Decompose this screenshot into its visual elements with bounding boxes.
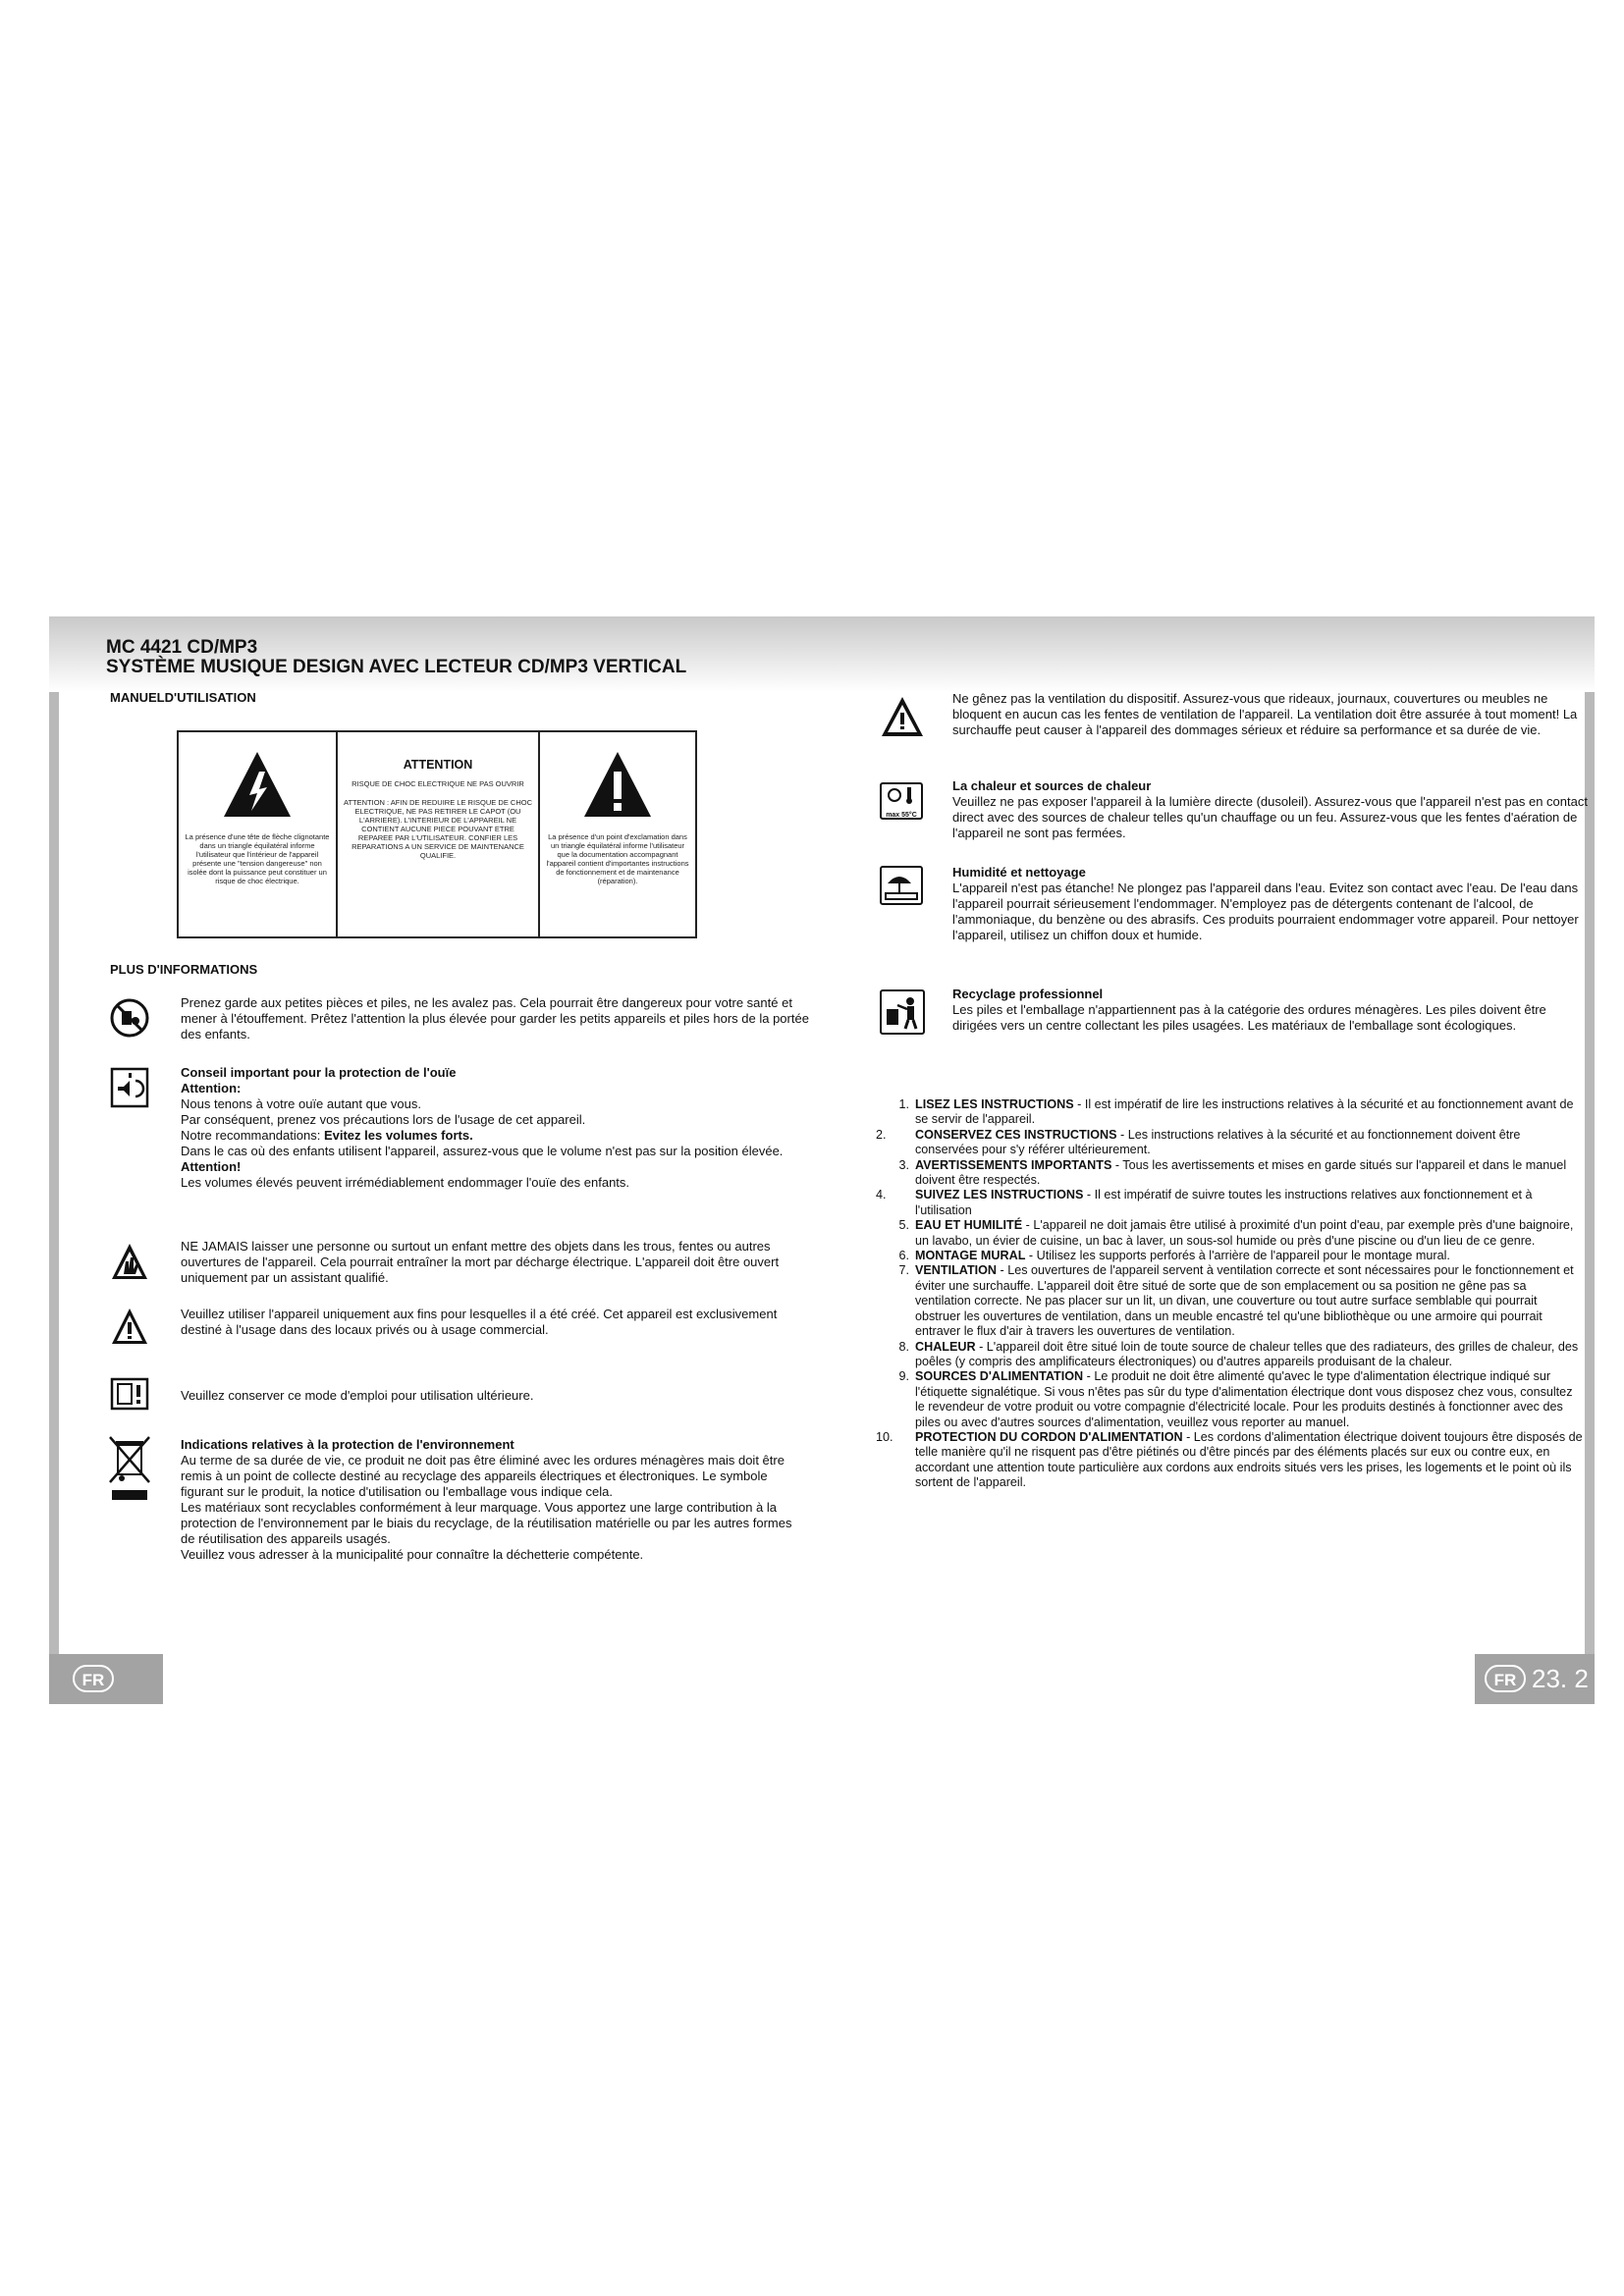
attention-title: ATTENTION xyxy=(403,758,473,772)
instruction-item xyxy=(880,1097,1583,1128)
recycling-title: Recyclage professionnel xyxy=(952,987,1104,1001)
instruction-number: 10. xyxy=(876,1429,893,1444)
instruction-title: CONSERVEZ CES INSTRUCTIONS xyxy=(915,1127,1117,1142)
hearing-line-5: Les volumes élevés peuvent irrémédiablement endommager l'ouïe des enfants. xyxy=(181,1175,630,1190)
instruction-title: MONTAGE MURAL xyxy=(915,1249,1026,1263)
manual-spread xyxy=(49,616,1595,1704)
sun-thermometer-icon xyxy=(882,784,921,806)
environment-para-2: Les matériaux sont recyclables conformément à leur marquage. Vous apportez une large contribution à la protection de l'environnement par le biais du recyclage, de la réutilisation matérielle ou par les autres formes de réutilisation des appareils usagés. xyxy=(181,1500,792,1546)
children-warning-text: Prenez garde aux petites pièces et piles, ne les avalez pas. Cela pourrait être dangereux pour votre santé et mener à l'étouffement. Prêtez l'attention la plus élevée pour garder les petits appareils et piles hors de la portée des enfants. xyxy=(181,995,809,1041)
hearing-line-3 xyxy=(181,1128,809,1144)
instruction-number: 5. xyxy=(898,1218,909,1233)
language-badge-right: FR xyxy=(1485,1665,1526,1692)
model-title: MC 4421 CD/MP3 xyxy=(106,637,258,658)
hearing-title: Conseil important pour la protection de l'ouïe xyxy=(181,1065,457,1080)
instruction-text: - L'appareil doit être situé loin de toute source de chaleur telles que des radiateurs, des grilles de chaleur, des poêles (y compris des amplificateurs électroniques) ou d'autres appareils produisant de la chaleur. xyxy=(915,1339,1579,1368)
instruction-item xyxy=(876,1127,1583,1158)
hearing-recommendation: Evitez les volumes forts. xyxy=(323,1128,473,1143)
instruction-title: AVERTISSEMENTS IMPORTANTS xyxy=(915,1157,1112,1172)
instruction-number: 3. xyxy=(898,1157,909,1172)
heat-block xyxy=(952,778,1591,841)
exclamation-warning-text: La présence d'un point d'exclamation dans un triangle équilatéral informe l'utilisateur que la documentation accompagnant l'appareil contient d'importantes instructions de fonctionnement et de maintenance (réparation). xyxy=(546,832,689,885)
heat-source-icon xyxy=(880,782,923,820)
instruction-number: 1. xyxy=(898,1097,909,1111)
instruction-item xyxy=(880,1249,1583,1263)
hearing-line-4: Dans le cas où des enfants utilisent l'appareil, assurez-vous que le volume n'est pas sur la position élevée. xyxy=(181,1144,784,1158)
instruction-text: - Tous les avertissements et mises en garde situés sur l'appareil et dans le manuel doivent être respectés. xyxy=(915,1157,1567,1188)
electric-shock-hand-icon xyxy=(110,1242,149,1283)
product-subtitle: SYSTÈME MUSIQUE DESIGN AVEC LECTEUR CD/MP3 VERTICAL xyxy=(106,657,687,677)
language-badge-left: FR xyxy=(73,1665,114,1692)
lightning-warning-cell xyxy=(179,732,336,936)
instruction-number: 8. xyxy=(898,1339,909,1354)
hearing-recommendation-label: Notre recommandations: xyxy=(181,1128,324,1143)
ventilation-warning-icon xyxy=(880,695,925,738)
exclamation-warning-cell xyxy=(540,732,695,936)
ventilation-text: Ne gênez pas la ventilation du dispositif. Assurez-vous que rideaux, journaux, couvertures ou meubles ne bloquent en aucun cas les fentes de ventilation de l'appareil. La ventilation doit être assurée à tout moment! La surchauffe peut causer à l'appareil des dommages sérieux et réduire sa performance et sa durée de vie. xyxy=(952,691,1578,737)
humidity-block xyxy=(952,865,1591,943)
header-band xyxy=(49,616,1595,692)
instruction-title: LISEZ LES INSTRUCTIONS xyxy=(915,1097,1074,1111)
environment-block xyxy=(181,1437,809,1563)
hearing-line-1: Nous tenons à votre ouïe autant que vous. xyxy=(181,1096,422,1111)
instruction-item xyxy=(880,1369,1583,1430)
instruction-title: SUIVEZ LES INSTRUCTIONS xyxy=(915,1188,1084,1202)
more-info-heading: PLUS D'INFORMATIONS xyxy=(110,962,258,977)
instruction-text: - Les ouvertures de l'appareil servent à ventilation correcte et sont nécessaires pour le fonctionnement et éviter une surchauffe. L'appareil doit être situé de sorte que de son emplacement ou sa position ne gêne pas sa ventilation correcte. Ne pas placer sur un lit, un divan, une couverture ou tout autre surface semblable qui pourrait obstruer les ouvertures de ventilation, dans un meuble encastré tel qu'une bibliothèque ou une armoire qui pourrait entraver le flux d'air à travers les ouvertures de ventilation. xyxy=(915,1263,1574,1339)
hearing-attention-label: Attention: xyxy=(181,1081,242,1095)
instruction-title: PROTECTION DU CORDON D'ALIMENTATION xyxy=(915,1429,1183,1444)
attention-text: ATTENTION : AFIN DE REDUIRE LE RISQUE DE CHOC ELECTRIQUE, NE PAS RETIRER LE CAPOT (OU L'ARRIERE). L'INTERIEUR DE L'APPAREIL NE CONTIENT AUCUNE PIECE POUVANT ETRE REPAREE PAR L'UTILISATEUR. CONFIER LES REPARATIONS A UN SERVICE DE MAINTENANCE QUALIFIE. xyxy=(344,798,532,860)
environment-para-1: Au terme de sa durée de vie, ce produit ne doit pas être éliminé avec les ordures ménagères mais doit être remis à un point de collecte destiné au recyclage des appareils électriques et électroniques. Le symbole figurant sur le produit, la notice d'utilisation ou l'emballage vous indique cela. xyxy=(181,1453,785,1499)
instruction-title: SOURCES D'ALIMENTATION xyxy=(915,1369,1084,1384)
environment-title: Indications relatives à la protection de l'environnement xyxy=(181,1437,514,1452)
person-bin-icon xyxy=(882,991,923,1033)
no-small-parts-icon xyxy=(110,997,149,1039)
safety-instructions-list xyxy=(876,1097,1583,1491)
footer-tab-right xyxy=(1475,1654,1595,1704)
shock-risk-text: RISQUE DE CHOC ELECTRIQUE NE PAS OUVRIR xyxy=(352,779,524,788)
instruction-title: CHALEUR xyxy=(915,1339,976,1354)
instruction-text: - Le produit ne doit être alimenté qu'avec le type d'alimentation électrique indiqué sur l'étiquette signalétique. Si vous n'êtes pas sûr du type d'alimentation électrique dont vous disposez chez vous, consultez le revendeur de votre produit ou votre compagnie d'électricité locale. Pour les produits destinés à fonctionner avec des piles ou avec d'autres sources d'alimentation, veuillez vous reporter au manuel. xyxy=(915,1369,1573,1429)
footer-tab-left xyxy=(49,1654,163,1704)
umbrella-device-icon xyxy=(882,868,921,903)
heat-icon-label: max 55°C xyxy=(886,812,917,819)
recycling-icon xyxy=(880,989,925,1035)
instruction-title: VENTILATION xyxy=(915,1263,998,1278)
instruction-text: - Utilisez les supports perforés à l'arrière de l'appareil pour le montage mural. xyxy=(1025,1249,1450,1263)
hearing-block xyxy=(181,1065,809,1191)
instruction-title: EAU ET HUMILITÉ xyxy=(915,1218,1023,1233)
environment-para-3: Veuillez vous adresser à la municipalité pour connaître la déchetterie compétente. xyxy=(181,1547,644,1562)
instruction-number: 7. xyxy=(898,1263,909,1278)
instruction-text: - Les instructions relatives à la sécurité et au fonctionnement doivent être conservées pour s'y référer ultérieurement. xyxy=(915,1127,1521,1157)
hearing-protection-icon xyxy=(110,1067,149,1108)
humidity-text: L'appareil n'est pas étanche! Ne plongez pas l'appareil dans l'eau. Evitez son contact avec l'eau. De l'eau dans l'appareil pourrait sérieusement l'endommager. N'employez pas de détergents contenant de l'alcool, de l'ammoniaque, du benzène ou des abrasifs. Ces produits pourraient endommager votre appareil. Pour nettoyer l'appareil, utilisez un chiffon doux et humide. xyxy=(952,881,1579,942)
manual-book-icon xyxy=(110,1377,149,1411)
lightning-warning-text: La présence d'une tête de flèche clignotante dans un triangle équilatéral informe l'utilisateur que l'intérieur de l'appareil présente une "tension dangereuse" non isolée dont la puissance peut constituer un risque de choc électrique. xyxy=(185,832,330,885)
hearing-line-2: Par conséquent, prenez vos précautions lors de l'usage de cet appareil. xyxy=(181,1112,586,1127)
hearing-attention-label-2: Attention! xyxy=(181,1159,242,1174)
recycling-text: Les piles et l'emballage n'appartiennent pas à la catégorie des ordures ménagères. Les piles doivent être dirigées vers un centre collectant les piles usagées. Les matériaux de l'emballage sont écologiques. xyxy=(952,1002,1546,1033)
caution-triangle-icon xyxy=(110,1307,149,1348)
instruction-number: 2. xyxy=(876,1127,887,1142)
instruction-number: 6. xyxy=(898,1249,909,1263)
instruction-text: - Les cordons d'alimentation électrique doivent toujours être disposés de telle manière qu'il ne risquent pas d'être piétinés ou d'être pincés par des éléments placés sur eux ou contre eux, en accordant une attention toute particulière aux cordons aux endroits situés vers les prises, les logements et le point où ils sortent de l'appareil. xyxy=(915,1429,1583,1490)
left-margin-bar xyxy=(49,692,59,1674)
instruction-number: 4. xyxy=(876,1188,887,1202)
attention-cell xyxy=(336,732,540,936)
instruction-item xyxy=(880,1263,1583,1339)
instruction-item xyxy=(880,1218,1583,1249)
humidity-title: Humidité et nettoyage xyxy=(952,865,1086,880)
manual-heading: MANUELD'UTILISATION xyxy=(110,690,256,705)
exclamation-triangle-icon xyxy=(582,750,653,819)
lightning-triangle-icon xyxy=(222,750,293,819)
usage-warning-text: Veuillez utiliser l'appareil uniquement aux fins pour lesquelles il a été créé. Cet appareil est exclusivement destiné à l'usage dans des locaux privés ou à usage commercial. xyxy=(181,1307,778,1337)
heat-title: La chaleur et sources de chaleur xyxy=(952,778,1152,793)
instruction-item xyxy=(880,1158,1583,1189)
safety-warning-box xyxy=(177,730,697,938)
instruction-text: - Il est impératif de suivre toutes les instructions relatives aux fonctionnement et à l'utilisation xyxy=(915,1188,1533,1217)
shock-warning-text: NE JAMAIS laisser une personne ou surtout un enfant mettre des objets dans les trous, fentes ou autres ouvertures de l'appareil. Cela pourrait entraîner la mort par décharge électrique. L'appareil doit être ouvert uniquement par un assistant qualifié. xyxy=(181,1239,780,1285)
recycling-block xyxy=(952,987,1591,1034)
instruction-text: - Il est impératif de lire les instructions relatives à la sécurité et au fonctionnement avant de se servir de l'appareil. xyxy=(915,1097,1574,1127)
instruction-item xyxy=(876,1429,1583,1491)
instruction-text: - L'appareil ne doit jamais être utilisé à proximité d'un point d'eau, par exemple près d'une baignoire, un lavabo, un évier de cuisine, un bac à laver, un sous-sol humide ou près d'une piscine ou d'un lieu de ce genre. xyxy=(915,1218,1574,1248)
page-number: 23. 2 xyxy=(1532,1664,1589,1693)
keep-manual-text: Veuillez conserver ce mode d'emploi pour utilisation ultérieure. xyxy=(181,1388,534,1403)
instruction-item xyxy=(880,1340,1583,1370)
instruction-item xyxy=(876,1188,1583,1218)
instruction-number: 9. xyxy=(898,1369,909,1384)
weee-crossed-bin-icon xyxy=(106,1435,153,1502)
humidity-icon xyxy=(880,866,923,905)
heat-text: Veuillez ne pas exposer l'appareil à la lumière directe (dusoleil). Assurez-vous que l'appareil n'est pas en contact direct avec des sources de chaleur telles qu'un chauffage ou un feu. Assurez-vous que les fentes d'aération de l'appareil ne sont pas fermées. xyxy=(952,794,1588,840)
